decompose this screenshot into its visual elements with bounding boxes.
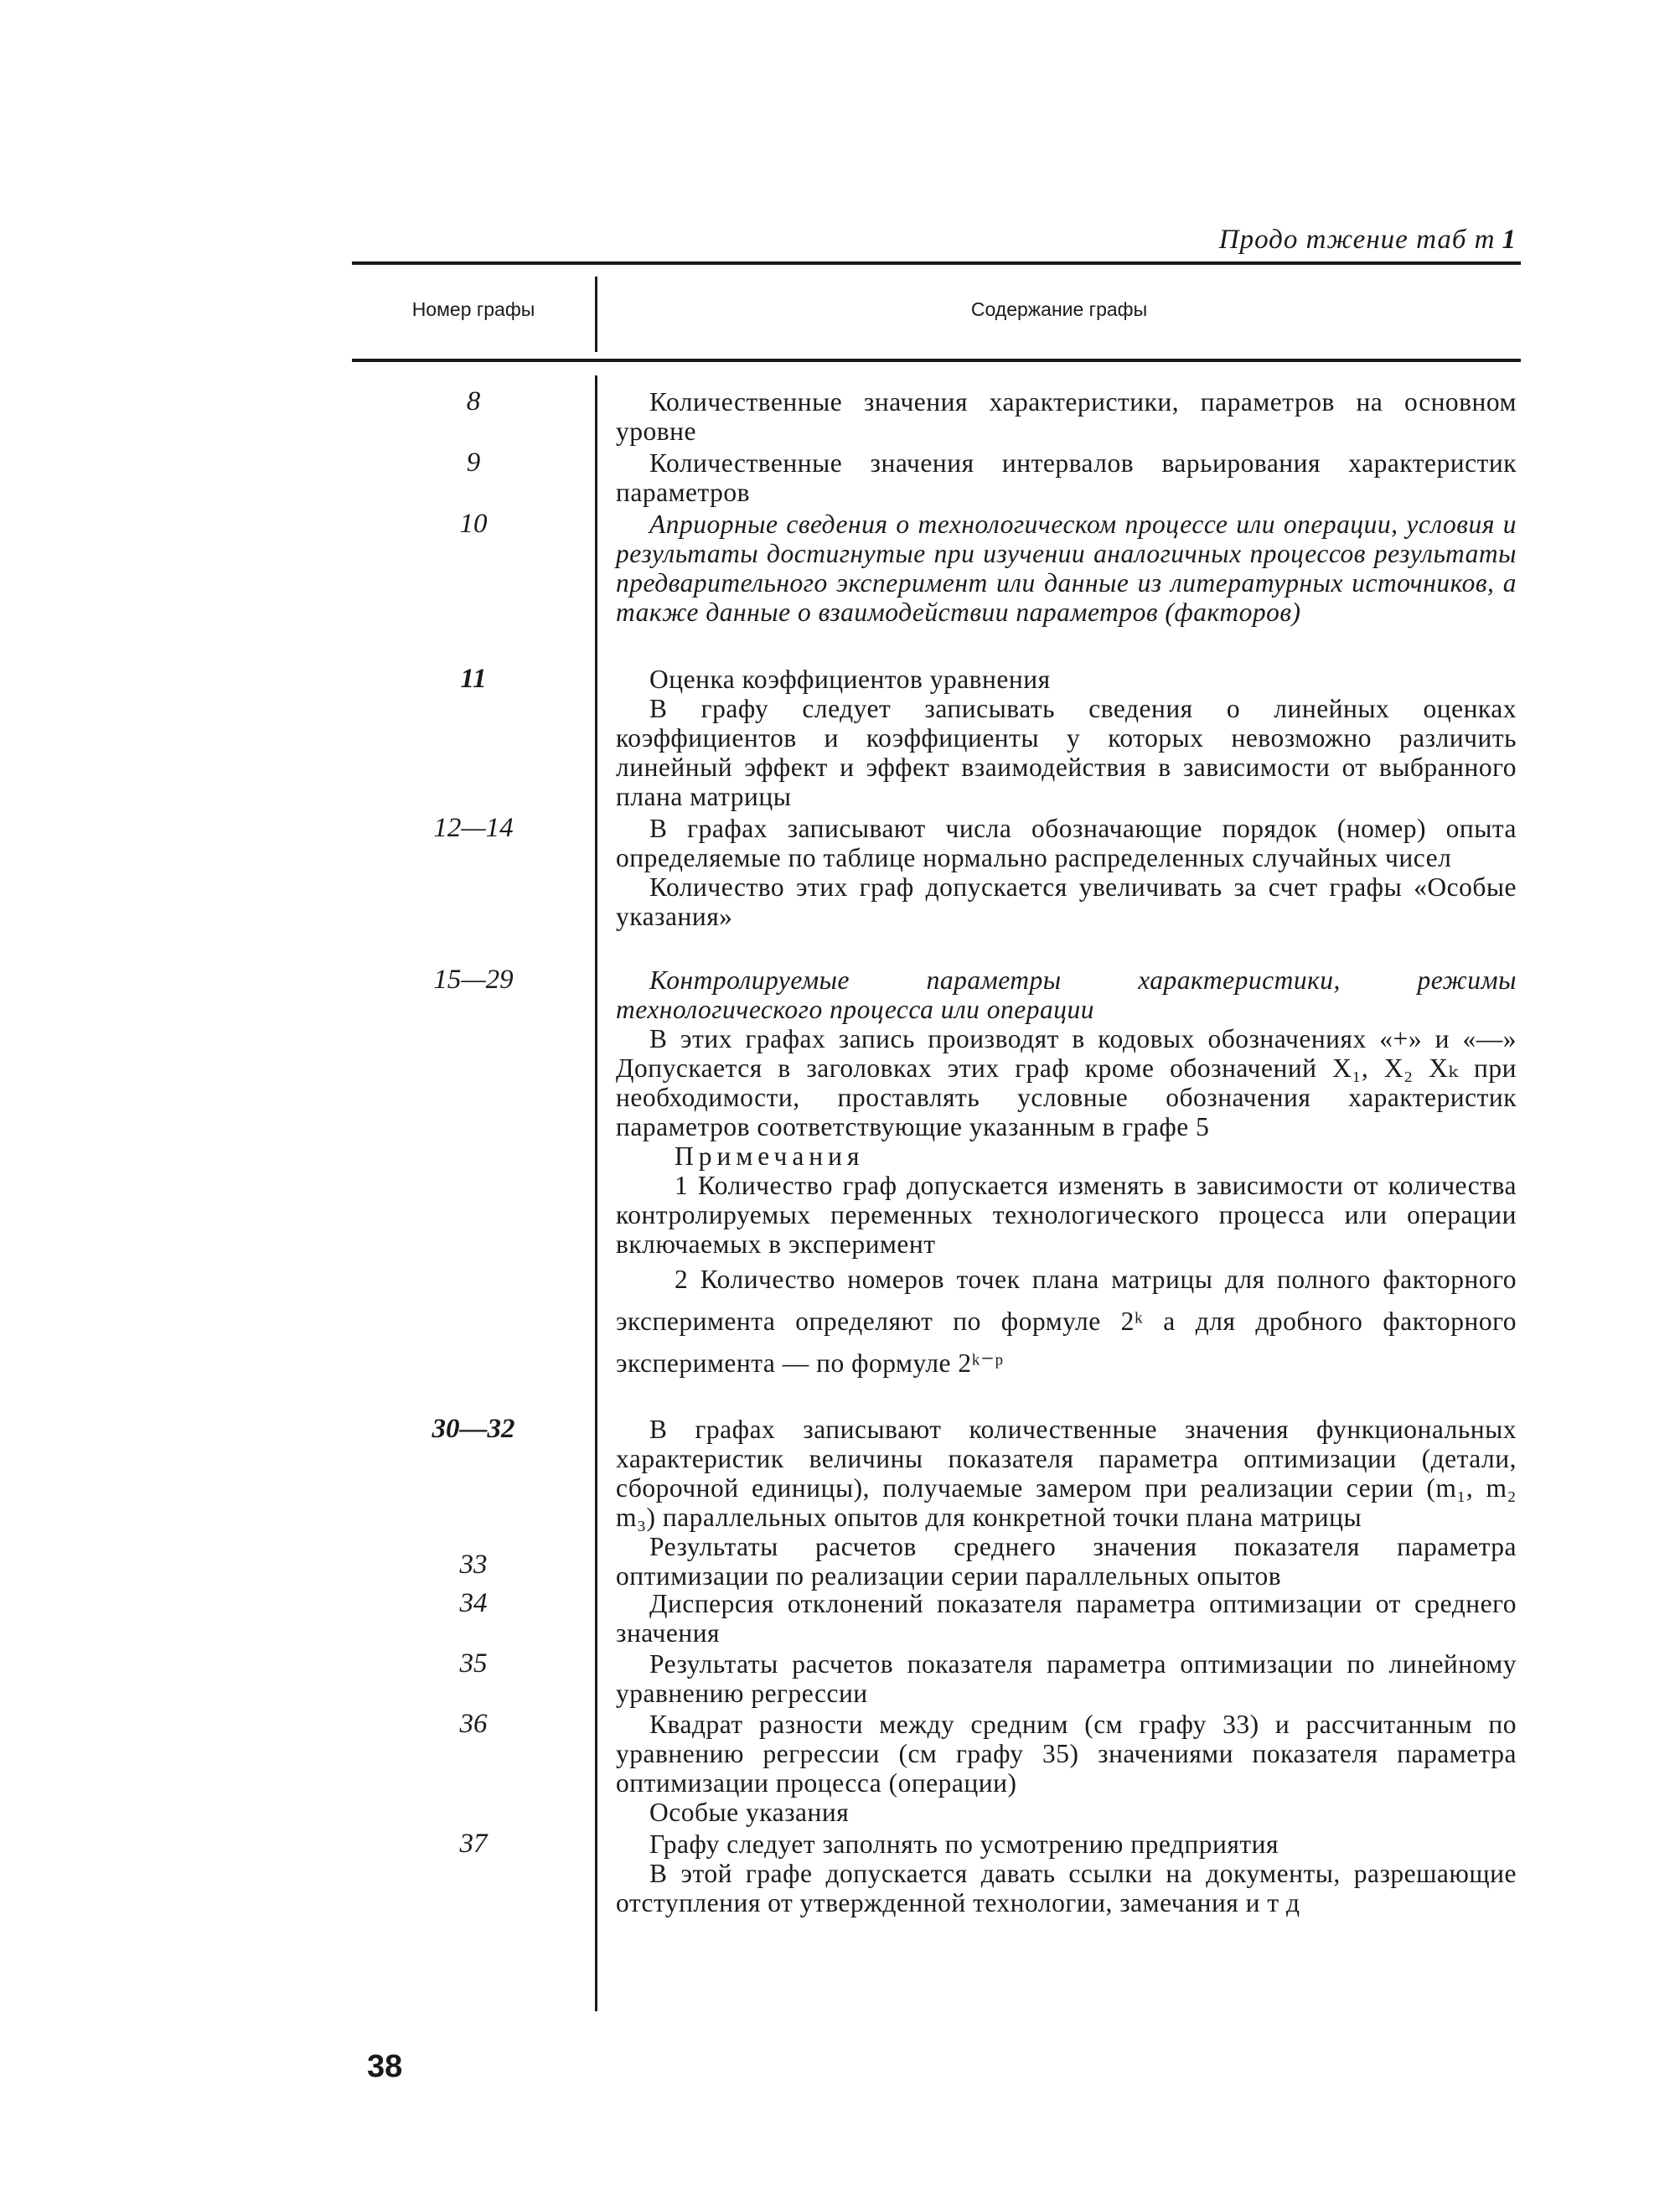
row-paragraph: Результаты расчетов показателя параметра оптимизации по линейному уравнению регрессии [616, 1649, 1517, 1708]
row-content [616, 1415, 1517, 1589]
row-paragraph: В графах записывают количественные значения функциональных характеристик величины показателя параметра оптимизации (детали, сборочной единицы), получаемые замером при реализации серии (m₁, m₂ m₃) параллельных опытов для конкретной точки плана матрицы [616, 1415, 1517, 1532]
row-content [616, 1649, 1517, 1710]
row-number: 34 [459, 1588, 488, 1618]
row-number: 9 [466, 448, 481, 478]
row-paragraph: Контролируемые параметры характеристики, режимы технологического процесса или операции [616, 965, 1517, 1024]
row-paragraph: Особые указания [649, 1798, 850, 1827]
table-row [352, 1415, 1521, 1589]
row-paragraph: В графу следует записывать сведения о линейных оценках коэффициентов и коэффициенты у которых невозможно различить линейный эффект и эффект взаимодействия в зависимости от выбранного плана матрицы [616, 694, 1517, 811]
notes-heading: Примечания [675, 1141, 865, 1171]
table-row [352, 387, 1521, 448]
header-column-number: Номер графы [411, 298, 535, 320]
row-paragraph: Количественные значения интервалов варьирования характеристик параметров [616, 448, 1517, 507]
row-paragraph: Графу следует заполнять по усмотрению предприятия [649, 1829, 1279, 1859]
row-content [616, 1589, 1517, 1649]
row-number: 35 [459, 1648, 488, 1679]
header-column-content: Содержание графы [970, 298, 1148, 320]
note-1: 1 Количество граф допускается изменять в зависимости от количества контролируемых переменных технологического процесса или операции включаемых в эксперимент [616, 1171, 1517, 1259]
table-row [352, 1829, 1521, 1955]
row-paragraph: Квадрат разности между средним (см графу 33) и рассчитанным по уравнению регрессии (см графу 35) значениями показателя параметра оптимизации процесса (операции) [616, 1710, 1517, 1798]
row-number: 10 [459, 509, 488, 539]
table-row [352, 1649, 1521, 1710]
row-paragraph: Дисперсия отклонений показателя параметра оптимизации от среднего значения [616, 1589, 1517, 1648]
row-number: 30—32 [432, 1414, 515, 1444]
row-paragraph: Количественные значения характеристики, параметров на основном уровне [616, 387, 1517, 446]
table-continuation-caption [1156, 225, 1517, 256]
row-number: 36 [459, 1709, 488, 1739]
table-header-rule [352, 359, 1521, 362]
table-body: 8 Количественные значения характеристики, параметров на основном уровне 9 Количественные значения интервалов варьирования характеристик параметров 10 Априорные сведения о технологическом процессе или операции, условия и результаты достигнутые при изучении аналогичных процессов результаты предварительного эксперимент или данные из литературных источников, а также данные о взаимодействии параметров (факторов) 11 Оценка коэффициентов уравнения В графу следует записывать сведения о линейных оценках коэффициентов и коэффициенты у которых невозможно различить линейный эффект и эффект взаимодействия в зависимости от выбранного плана матрицы 12—14 В графах записывают числа обозначающие порядок (номер) опыта определяемые по таблице нормально распределенных случайных чисел Количество этих граф допускается увеличивать за счет графы «Особые указания» 15—29 Контролируемые параметры характеристики, режимы технологического процесса или операции В этих графах запись производят в кодовых обозначениях «+» и «—» Допускается в заголовках этих граф кроме обозначений X₁, X₂ Xₖ при необходимости, проставлять условные обозначения характеристик параметров соответствующие указанным в графе 5 Примечания 1 Количество граф допускается изменять в зависимости от количества контролируемых переменных технологического процесса или операции включаемых в эксперимент 2 Количество номеров точек плана матрицы для полного факторного эксперимента определяют по формуле 2ᵏ а для дробного факторного эксперимента — по формуле 2ᵏ⁻ᵖ 30—32 В графах записывают количественные значения функциональных характеристик величины показателя параметра оптимизации (детали, сборочной единицы), получаемые замером при реализации серии (m₁, m₂ m₃) параллельных опытов для конкретной точки плана матрицы Результаты расчетов среднего значения показателя параметра оптимизации по реализации серии параллельных опытов 33 34 Дисперсия отклонений показателя параметра оптимизации от среднего значения 35 Результаты расчетов показателя параметра оптимизации по линейному уравнению регрессии 36 Квадрат разности между средним (см графу 33) и рассчитанным по уравнению регрессии (см графу 35) значениями показателя параметра оптимизации процесса (операции) Особые указания 37 Графу следует заполнять по усмотрению предприятия В этой графе допускается давать ссылки на документы, разрешающие отступления от утвержденной технологии, замечания и т д [352, 387, 1521, 1955]
row-content [616, 665, 1517, 814]
page-number: 38 [367, 2049, 403, 2084]
row-number: 37 [459, 1829, 488, 1859]
row-content [616, 814, 1517, 965]
table-row [352, 1710, 1521, 1829]
row-number: 11 [460, 664, 487, 694]
row-number: 8 [466, 386, 481, 417]
caption-table-number: 1 [1502, 225, 1517, 255]
row-paragraph: Количество этих граф допускается увеличивать за счет графы «Особые указания» [616, 872, 1517, 931]
table-row [352, 1589, 1521, 1649]
table-top-rule [352, 261, 1521, 265]
row-content [616, 1829, 1517, 1955]
row-paragraph: В графах записывают числа обозначающие порядок (номер) опыта определяемые по таблице нормально распределенных случайных чисел [616, 814, 1517, 872]
table-row [352, 814, 1521, 965]
note-2: 2 Количество номеров точек плана матрицы для полного факторного эксперимента определяют по формуле 2ᵏ а для дробного факторного эксперимента — по формуле 2ᵏ⁻ᵖ [616, 1265, 1517, 1378]
caption-text: Продо тжение таб т [1218, 225, 1496, 255]
row-paragraph: В этой графе допускается давать ссылки на документы, разрешающие отступления от утвержденной технологии, замечания и т д [616, 1859, 1517, 1917]
row-content [616, 448, 1517, 510]
row-content [616, 965, 1517, 1415]
row-content [616, 510, 1517, 665]
row-paragraph: В этих графах запись производят в кодовых обозначениях «+» и «—» Допускается в заголовках этих граф кроме обозначений X₁, X₂ Xₖ при необходимости, проставлять условные обозначения характеристик параметров соответствующие указанным в графе 5 [616, 1024, 1517, 1141]
table-row [352, 665, 1521, 814]
row-number: 15—29 [433, 965, 514, 995]
row-content [616, 1710, 1517, 1829]
row-paragraph: Априорные сведения о технологическом процессе или операции, условия и результаты достигнутые при изучении аналогичных процессов результаты предварительного эксперимент или данные из литературных источников, а также данные о взаимодействии параметров (факторов) [616, 510, 1517, 627]
row-number: 12—14 [433, 813, 514, 843]
row-content [616, 387, 1517, 448]
row-paragraph: Результаты расчетов среднего значения показателя параметра оптимизации по реализации серии параллельных опытов [616, 1532, 1517, 1591]
table-row [352, 965, 1521, 1415]
table-row [352, 510, 1521, 665]
row-paragraph: Оценка коэффициентов уравнения [649, 665, 1051, 694]
table-row [352, 448, 1521, 510]
